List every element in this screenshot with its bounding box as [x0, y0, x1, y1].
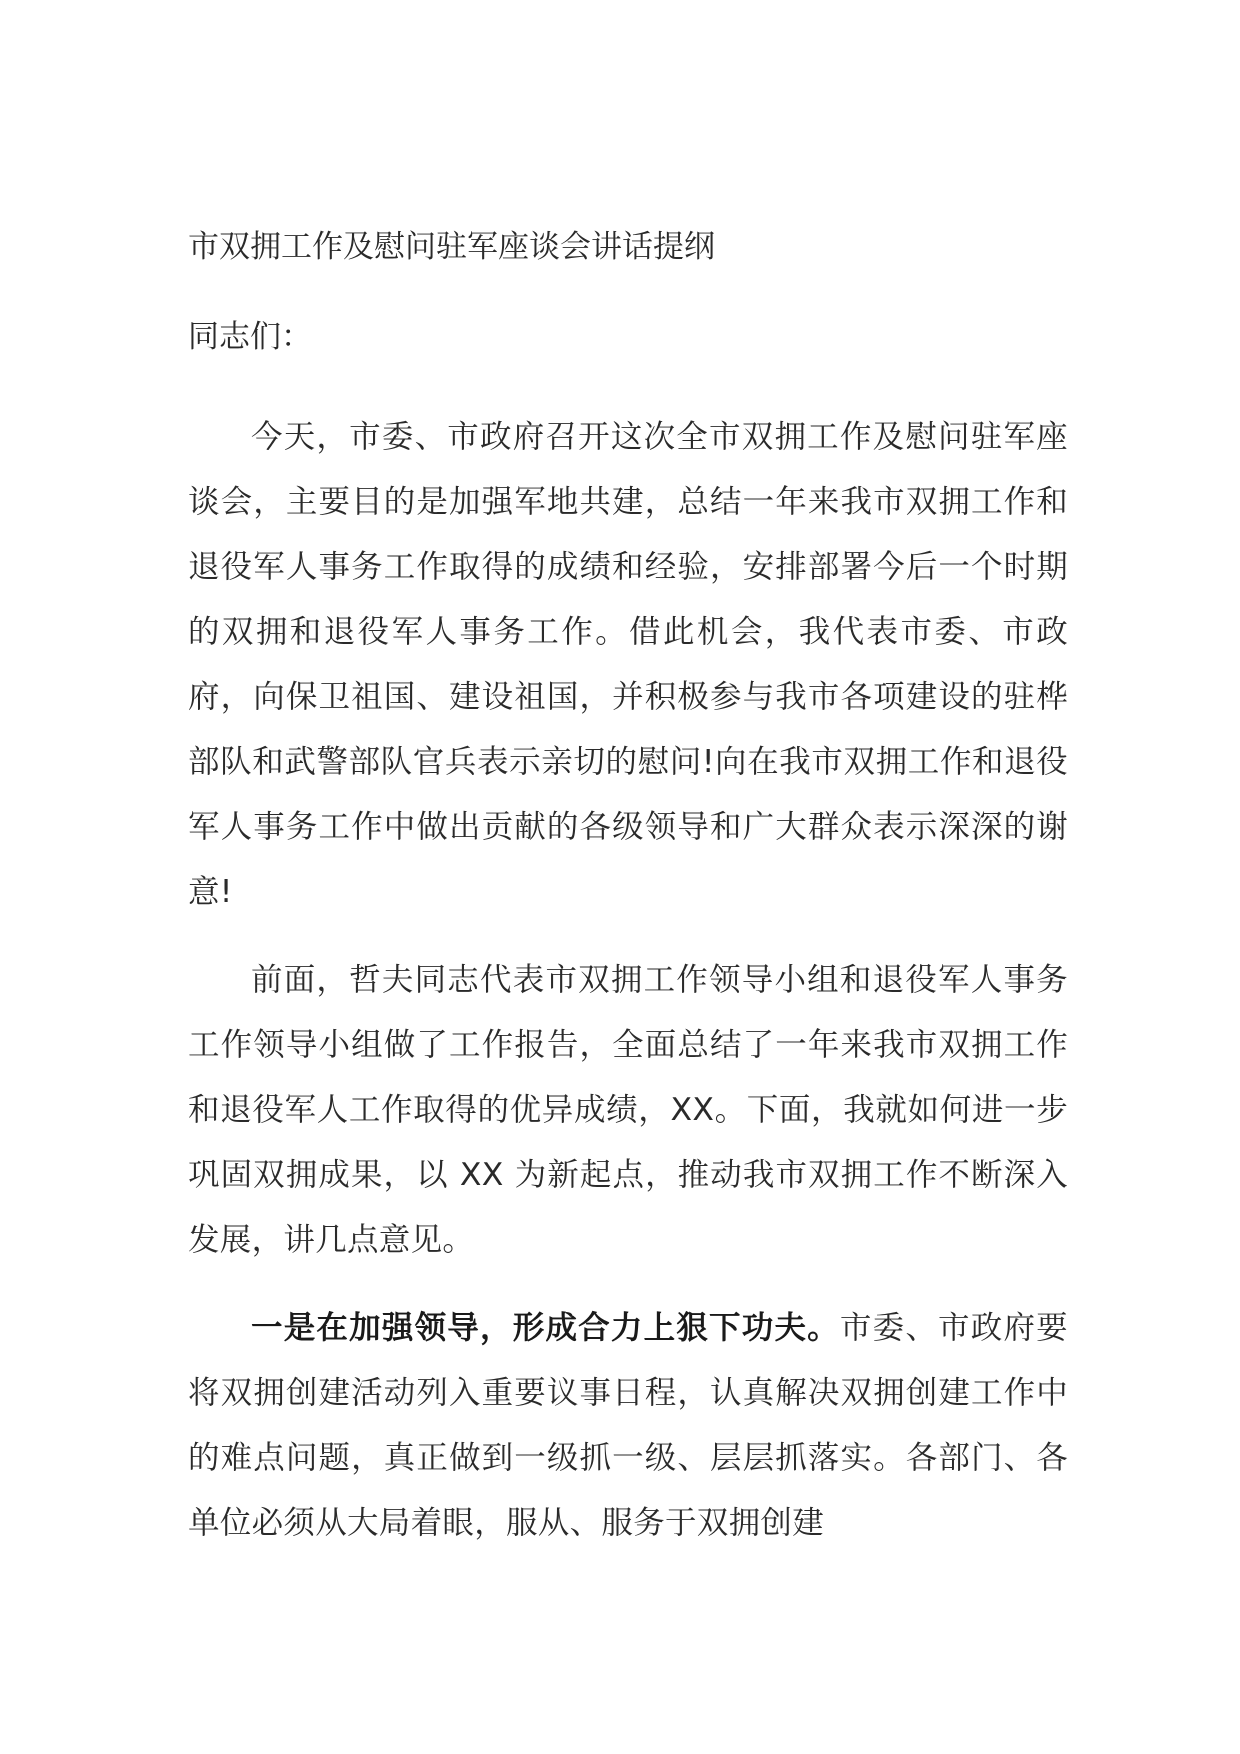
paragraph-1: [188, 405, 1068, 925]
paragraph-2: [188, 948, 1068, 1273]
paragraph-text: 市委、市政府要将双拥创建活动列入重要议事日程，认真解决双拥创建工作中的难点问题，真正做到一级抓一级、层层抓落实。各部门、各单位必须从大局着眼，服从、服务于双拥创建: [188, 1310, 1068, 1541]
paragraph-text: 前面，哲夫同志代表市双拥工作领导小组和退役军人事务工作领导小组做了工作报告，全面总结了一年来我市双拥工作和退役军人工作取得的优异成绩，XX。下面，我就如何进一步巩固双拥成果，以 XX 为新起点，推动我市双拥工作不断深入发展，讲几点意见。: [188, 962, 1068, 1258]
paragraph-lead: 一是在加强领导，形成合力上狠下功夫。: [251, 1310, 840, 1346]
document-body: [188, 225, 1068, 1579]
document-title: 市双拥工作及慰问驻军座谈会讲话提纲: [188, 229, 715, 265]
salutation: 同志们：: [188, 319, 312, 355]
paragraph-3: [188, 1296, 1068, 1556]
paragraph-text: 今天，市委、市政府召开这次全市双拥工作及慰问驻军座谈会，主要目的是加强军地共建，总结一年来我市双拥工作和退役军人事务工作取得的成绩和经验，安排部署今后一个时期的双拥和退役军人事务工作。借此机会，我代表市委、市政府，向保卫祖国、建设祖国，并积极参与我市各项建设的驻桦部队和武警部队官兵表示亲切的慰问!向在我市双拥工作和退役军人事务工作中做出贡献的各级领导和广大群众表示深深的谢意!: [188, 419, 1068, 910]
